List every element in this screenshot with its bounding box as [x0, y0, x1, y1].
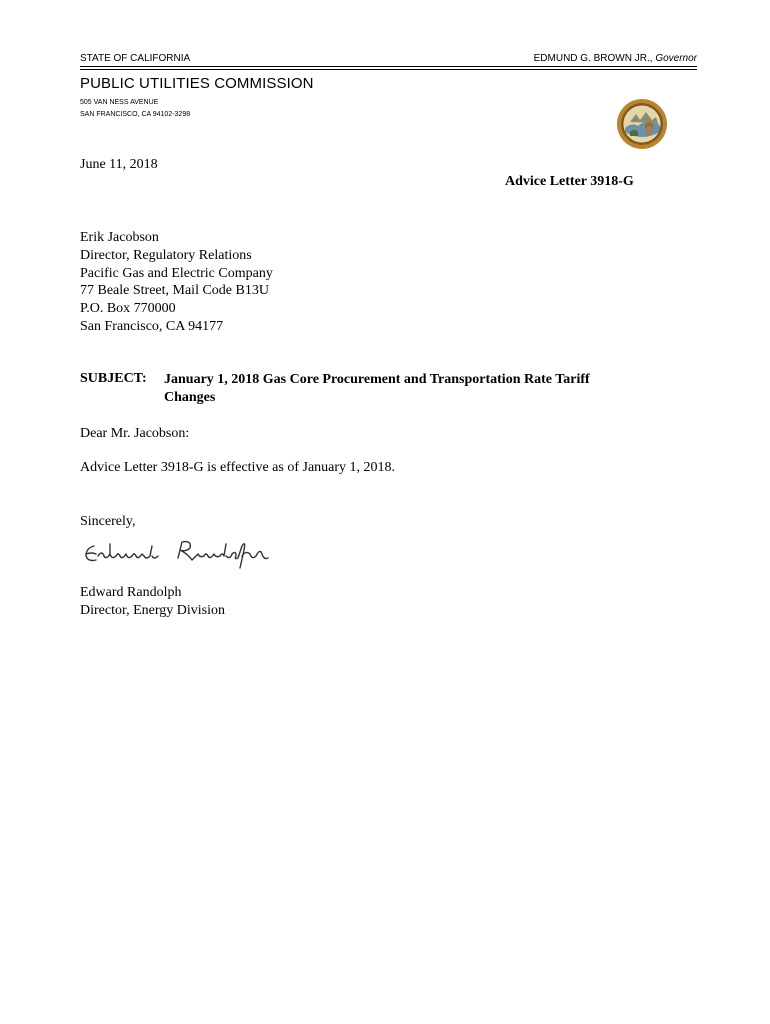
- subject-line2: Changes: [164, 390, 216, 405]
- state-label: STATE OF CALIFORNIA: [80, 53, 191, 64]
- governor-title: Governor: [655, 53, 697, 64]
- recipient-line: Pacific Gas and Electric Company: [80, 265, 273, 281]
- state-seal-icon: [616, 98, 668, 150]
- letter-date: June 11, 2018: [80, 157, 158, 172]
- governor-label: [534, 53, 697, 64]
- governor-name: EDMUND G. BROWN JR.,: [533, 53, 653, 64]
- salutation: Dear Mr. Jacobson:: [80, 426, 190, 441]
- recipient-line: Director, Regulatory Relations: [80, 247, 252, 263]
- handwritten-signature: [80, 536, 275, 574]
- recipient-line: Erik Jacobson: [80, 230, 159, 245]
- agency-address-line1: 505 VAN NESS AVENUE: [80, 99, 159, 106]
- advice-letter-reference: Advice Letter 3918-G: [505, 174, 634, 189]
- agency-name: PUBLIC UTILITIES COMMISSION: [80, 75, 314, 92]
- header-rule-thin: [80, 69, 697, 70]
- agency-address-line2: SAN FRANCISCO, CA 94102-3298: [80, 111, 191, 118]
- subject-text: [164, 371, 664, 407]
- recipient-line: P.O. Box 770000: [80, 301, 176, 317]
- body-paragraph: Advice Letter 3918-G is effective as of January 1, 2018.: [80, 460, 396, 475]
- subject-label: SUBJECT:: [80, 371, 147, 386]
- signer-name: Edward Randolph: [80, 585, 182, 600]
- closing: Sincerely,: [80, 514, 136, 529]
- subject-line1: January 1, 2018 Gas Core Procurement and Transportation Rate Tariff: [164, 372, 590, 387]
- letterhead-top-line: [80, 53, 697, 67]
- signer-title: Director, Energy Division: [80, 603, 225, 618]
- header-rule-thick: [80, 66, 697, 67]
- recipient-address: [80, 229, 273, 336]
- recipient-line: San Francisco, CA 94177: [80, 318, 224, 334]
- recipient-line: 77 Beale Street, Mail Code B13U: [80, 283, 269, 299]
